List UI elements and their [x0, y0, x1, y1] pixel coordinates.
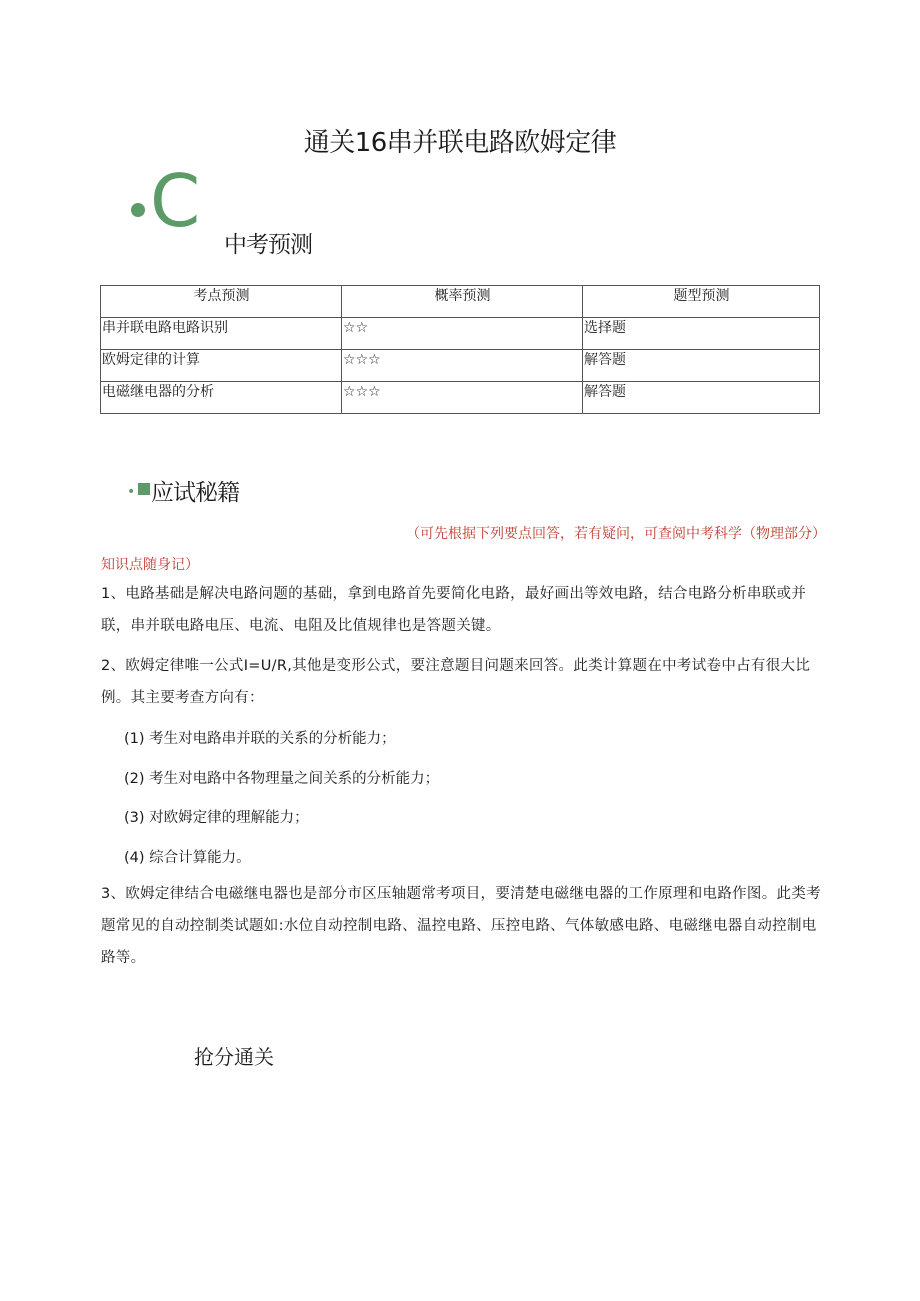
- table-cell: 串并联电路电路识别: [101, 318, 342, 350]
- page-title: 通关16串并联电路欧姆定律: [303, 128, 617, 158]
- table-row: [101, 382, 820, 414]
- section-prediction-heading: 中考预测: [224, 232, 312, 258]
- table-cell: 欧姆定律的计算: [101, 350, 342, 382]
- table-cell: 解答题: [583, 382, 820, 414]
- header-cell: 题型预测: [583, 286, 820, 318]
- logo-c-mark: C: [150, 159, 201, 243]
- table-header-row: [101, 286, 820, 318]
- reference-note-line2: 知识点随身记）: [101, 557, 199, 573]
- prediction-table: [100, 285, 820, 414]
- paragraph-1: 1、电路基础是解决电路问题的基础，拿到电路首先要简化电路，最好画出等效电路，结合电路分析串联或并联，串并联电路电压、电流、电阻及比值规律也是答题关键。: [101, 586, 807, 634]
- table-cell: ☆☆: [342, 318, 583, 350]
- table-cell: 电磁继电器的分析: [101, 382, 342, 414]
- list-item: (3) 对欧姆定律的理解能力；: [124, 810, 309, 826]
- table-cell: 解答题: [583, 350, 820, 382]
- bullet-square-icon: [138, 483, 150, 495]
- table-row: [101, 318, 820, 350]
- paragraph-3: 3、欧姆定律结合电磁继电器也是部分市区压轴题常考项目，要清楚电磁继电器的工作原理和电路作图。此类考题常见的自动控制类试题如:水位自动控制电路、温控电路、压控电路、气体敏感电路、电磁继电器自动控制电路等。: [101, 886, 821, 966]
- header-cell: 概率预测: [342, 286, 583, 318]
- section-pass-heading: 抢分通关: [194, 1045, 274, 1069]
- header-cell: 考点预测: [101, 286, 342, 318]
- reference-note-line1: （可先根据下列要点回答，若有疑问，可查阅中考科学（物理部分）: [406, 526, 826, 542]
- list-item: (1) 考生对电路串并联的关系的分析能力；: [124, 731, 396, 747]
- list-item: (2) 考生对电路中各物理量之间关系的分析能力；: [124, 771, 440, 787]
- section-secrets-heading: 应试秘籍: [151, 480, 239, 506]
- paragraph-2: 2、欧姆定律唯一公式I=U/R,其他是变形公式，要注意题目问题来回答。此类计算题在中考试卷中占有很大比例。其主要考查方向有：: [101, 658, 811, 706]
- table-cell: ☆☆☆: [342, 350, 583, 382]
- bullet-dot-icon: •: [127, 484, 136, 500]
- table-row: [101, 350, 820, 382]
- table-cell: 选择题: [583, 318, 820, 350]
- table-cell: ☆☆☆: [342, 382, 583, 414]
- list-item: (4) 综合计算能力。: [124, 850, 251, 866]
- logo-dot: [131, 203, 145, 217]
